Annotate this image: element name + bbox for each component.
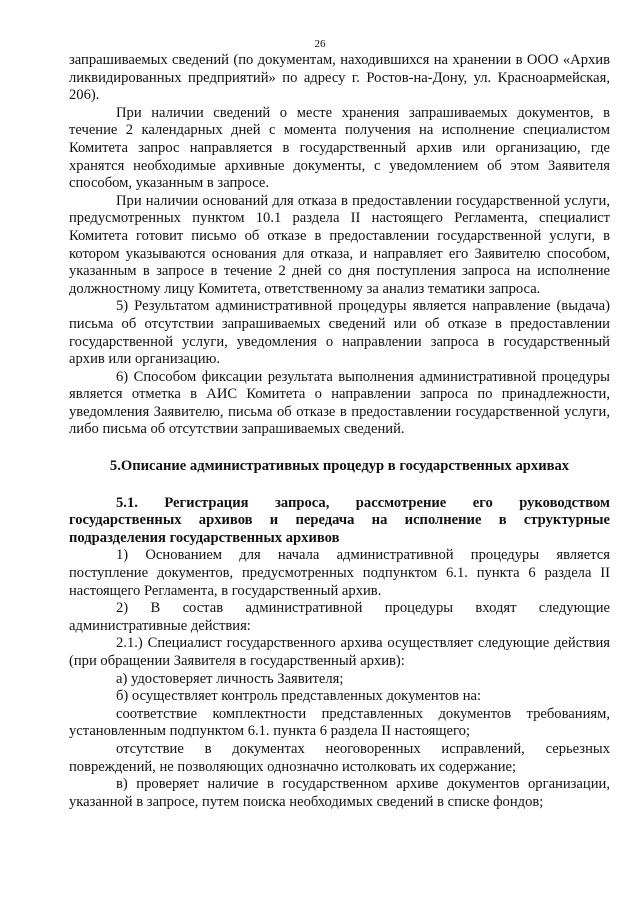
paragraph: 2) В состав административной процедуры входят следующие административные действия: (69, 600, 610, 634)
paragraph: соответствие комплектности представленных документов требованиям, установленным подпунктом 6.1. пункта 6 раздела II настоящего; (69, 705, 610, 740)
paragraph: При наличии оснований для отказа в предоставлении государственной услуги, предусмотренных пунктом 10.1 раздела II настоящего Регламента, специалист Комитета готовит письмо об отказе в предоставлении государственной услуги, в котором указываются основания для отказа, и направляет его Заявителю способом, указанным в запросе в течение 2 дней со дня поступления запроса на исполнение должностному лицу Комитета, ответственному за анализ тематики запроса. (69, 192, 610, 297)
paragraph: в) проверяет наличие в государственном архиве документов организации, указанной в запросе, путем поиска необходимых сведений в списке фондов; (69, 776, 610, 810)
paragraph: 2.1.) Специалист государственного архива осуществляет следующие действия (при обращении Заявителя в государственный архив): (69, 635, 610, 669)
page-number: 26 (314, 38, 326, 50)
subsection-heading: 5.1. Регистрация запроса, рассмотрение его руководством государственных архивов и передача на исполнение в структурные подразделения государственных архивов (69, 494, 610, 546)
paragraphs-after (69, 547, 610, 811)
paragraph: 6) Способом фиксации результата выполнения административной процедуры является отметка в АИС Комитета о направлении запроса по принадлежности, уведомления Заявителю, письма об отказе в предоставлении государственной услуги, либо письма об отсутствии запрашиваемых сведений. (69, 368, 610, 438)
section-heading: 5.Описание административных процедур в государственных архивах (109, 458, 570, 475)
paragraph: а) удостоверяет личность Заявителя; (116, 670, 344, 687)
paragraph: отсутствие в документах неоговоренных исправлений, серьезных повреждений, не позволяющих однозначно истолковать их содержание; (69, 740, 610, 775)
page-body (69, 52, 610, 811)
paragraph: При наличии сведений о месте хранения запрашиваемых документов, в течение 2 календарных дней с момента получения на исполнение специалистом Комитета запрос направляется в государственный архив или организацию, где хранятся необходимые архивные документы, с уведомлением об этом Заявителя способом, указанным в запросе. (69, 104, 610, 192)
paragraph: б) осуществляет контроль представленных документов на: (116, 688, 482, 705)
paragraphs-before (69, 52, 610, 439)
paragraph: 1) Основанием для начала административной процедуры является поступление документов, предусмотренных подпунктом 6.1. пункта 6 раздела II настоящего Регламента, в государственный архив. (69, 547, 610, 599)
paragraph: запрашиваемых сведений (по документам, находившихся на хранении в ООО «Архив ликвидированных предприятий» по адресу г. Ростов-на-Дону, ул. Красноармейская, 206). (69, 52, 610, 104)
paragraph: 5) Результатом административной процедуры является направление (выдача) письма об отсутствии запрашиваемых сведений или об отказе в предоставлении государственной услуги, уведомления о направлении запроса в государственный архив или организацию. (69, 298, 610, 368)
